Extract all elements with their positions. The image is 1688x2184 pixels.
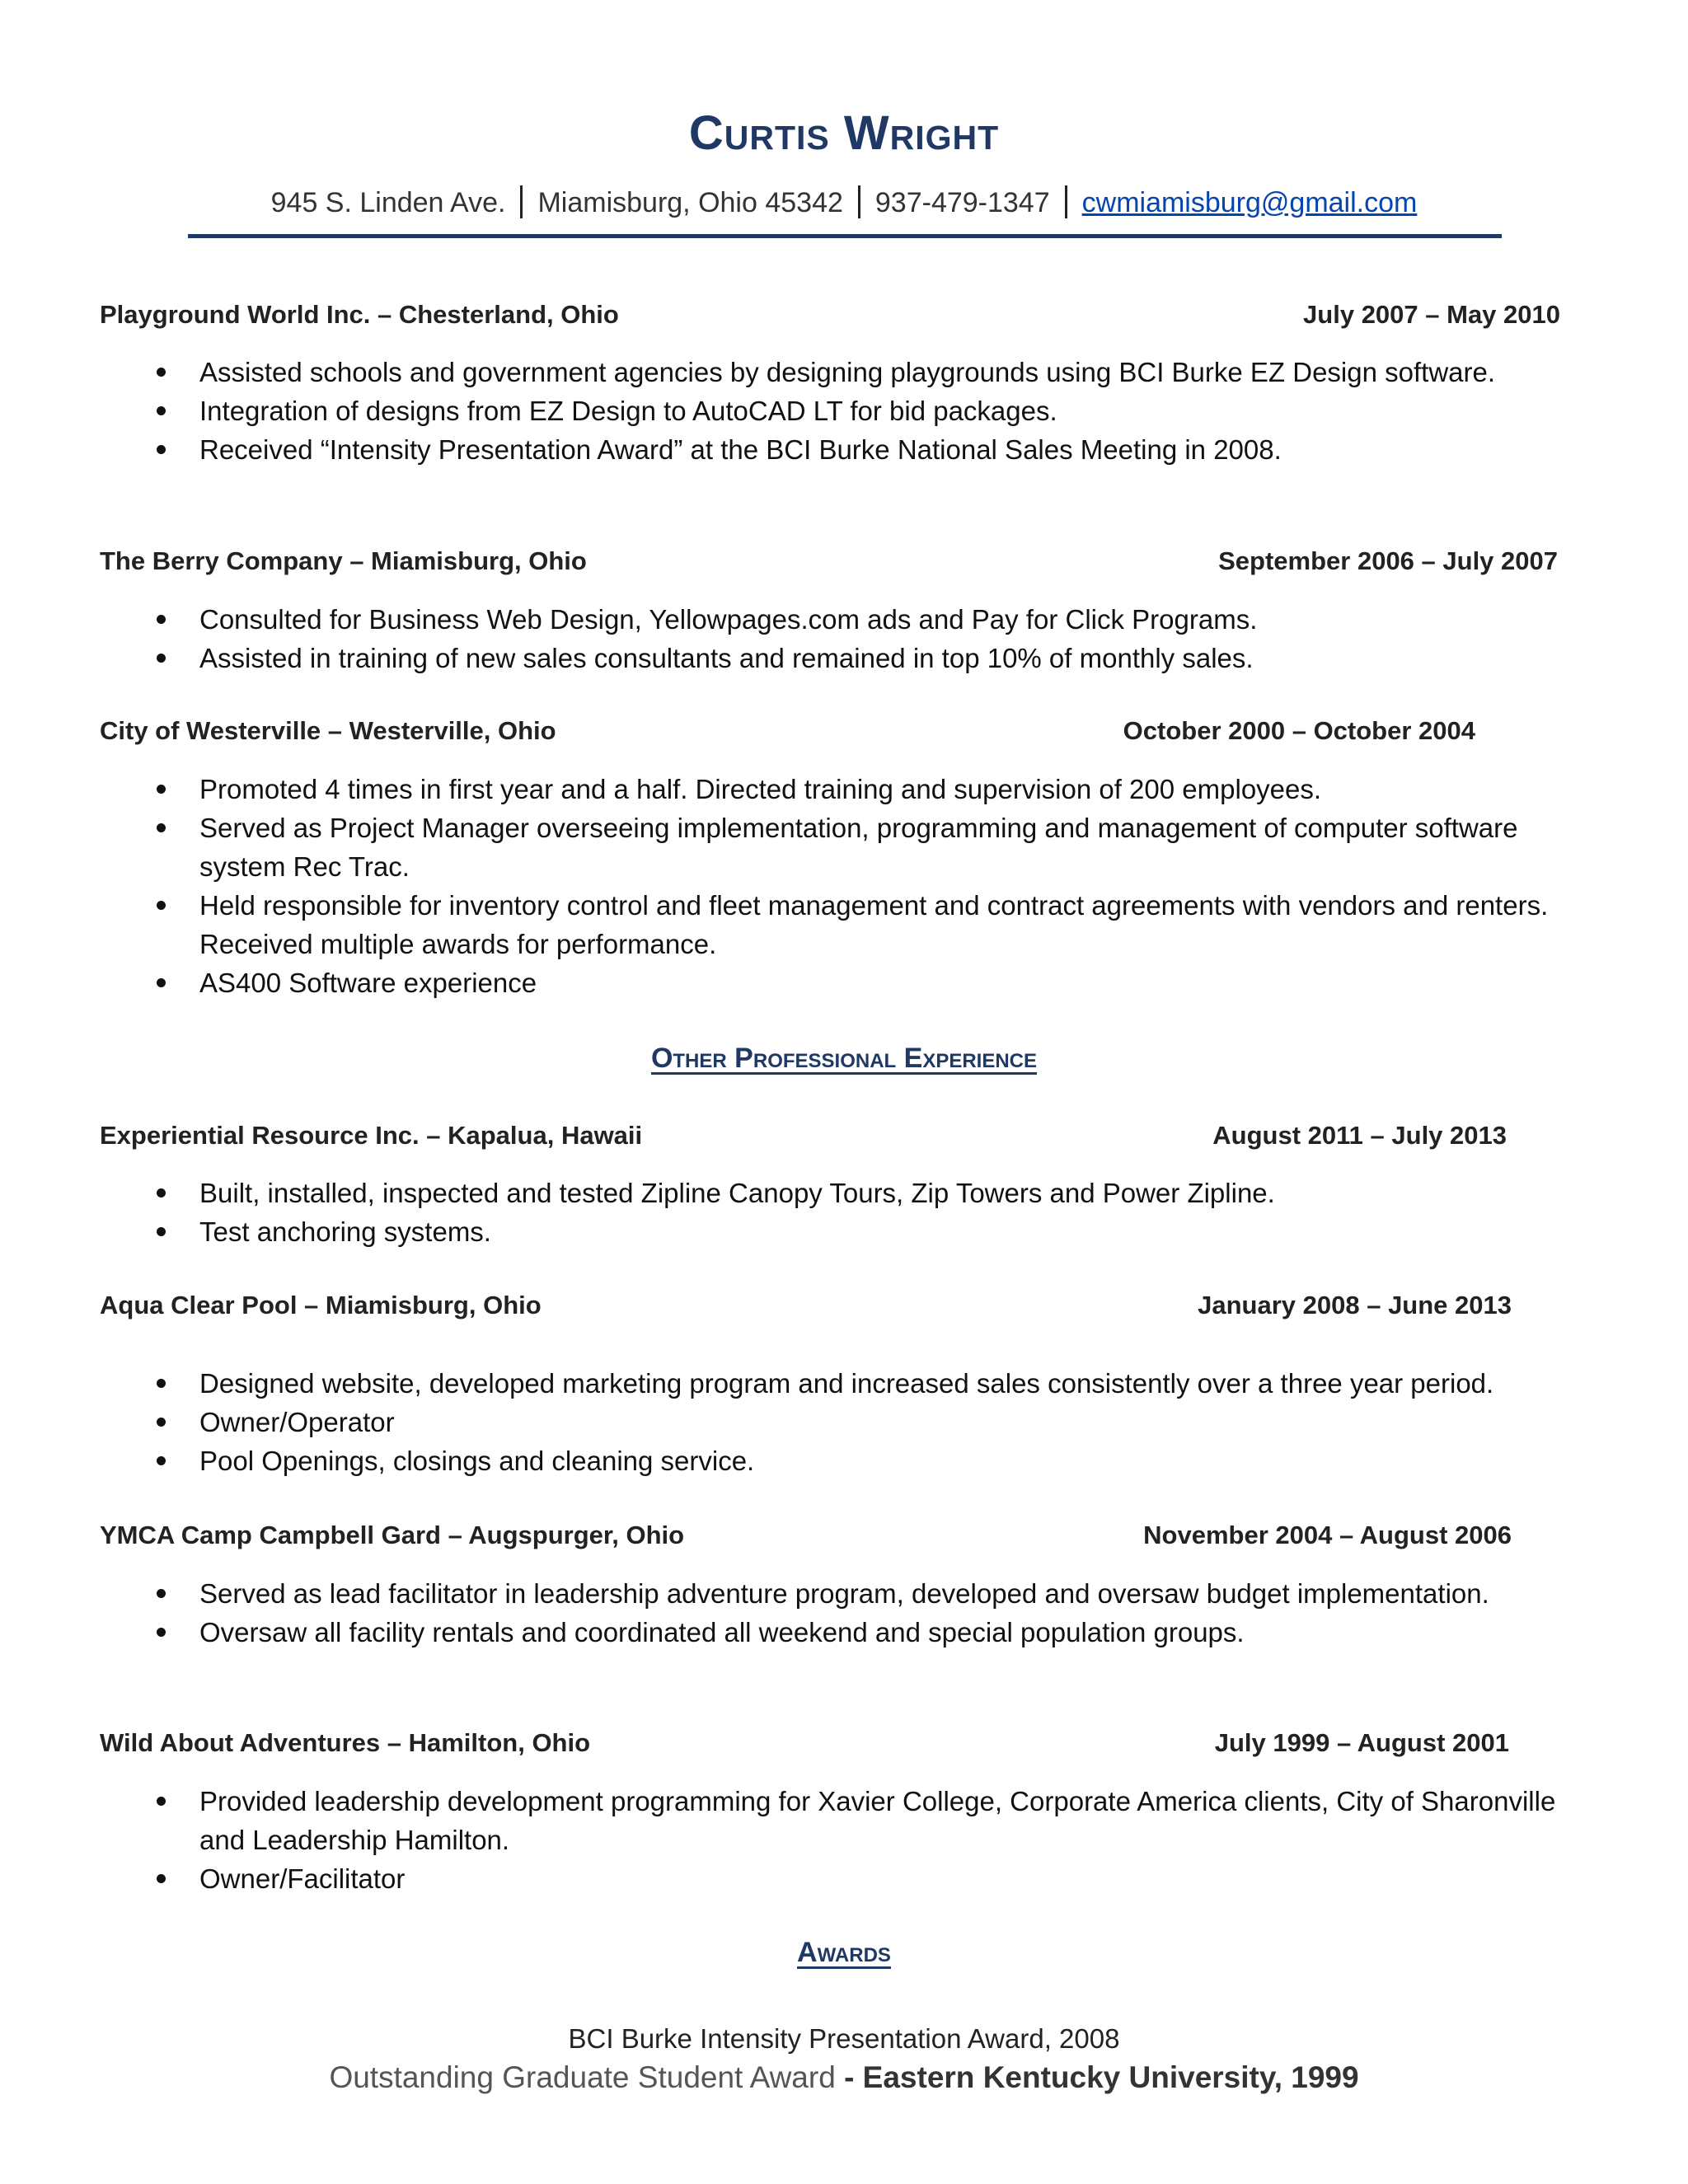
job-dates: September 2006 – July 2007 [1218,546,1558,575]
header-divider [188,234,1502,238]
award-name: Outstanding Graduate Student Award [329,2060,836,2094]
job-dates: November 2004 – August 2006 [1143,1521,1512,1549]
contact-phone: 937-479-1347 [874,187,1050,218]
contact-email-link[interactable]: cwmiamisburg@gmail.com [1081,187,1418,218]
award-institution: - Eastern Kentucky University, 1999 [844,2060,1359,2094]
job-company: Aqua Clear Pool – Miamisburg, Ohio [100,1291,542,1319]
contact-address: 945 S. Linden Ave. [270,187,506,218]
job-bullet-list [148,1782,1599,1898]
job-bullet-list [148,600,1599,677]
job-bullet: Served as lead facilitator in leadership adventure program, developed and oversaw budget implementation. [148,1574,1599,1613]
job-dates: October 2000 – October 2004 [1123,716,1475,745]
job-bullet-list [148,770,1599,1002]
candidate-name: Curtis Wright [688,106,1000,160]
job-bullet: Assisted schools and government agencies by designing playgrounds using BCI Burke EZ Design software. [148,353,1599,391]
job-bullet-list [148,1174,1599,1251]
job-dates: July 2007 – May 2010 [1303,300,1560,329]
job-company: YMCA Camp Campbell Gard – Augspurger, Ohio [100,1521,685,1549]
job-bullet: AS400 Software experience [148,963,1599,1002]
section-title-other-experience: Other Professional Experience [650,1043,1038,1074]
job-bullet: Designed website, developed marketing program and increased sales consistently over a three year period. [148,1364,1599,1403]
contact-separator [858,185,860,218]
job-company: Experiential Resource Inc. – Kapalua, Hawaii [100,1121,643,1150]
job-bullet: Served as Project Manager overseeing implementation, programming and management of computer software system Rec Trac. [148,808,1599,886]
job-dates: August 2011 – July 2013 [1212,1121,1507,1150]
job-bullet-list [148,1364,1599,1480]
job-bullet: Test anchoring systems. [148,1212,1599,1251]
job-bullet: Owner/Operator [148,1403,1599,1441]
contact-separator [520,185,523,218]
job-bullet: Held responsible for inventory control and fleet management and contract agreements with vendors and renters. Received multiple awards for performance. [148,886,1599,963]
job-bullet: Oversaw all facility rentals and coordinated all weekend and special population groups. [148,1613,1599,1652]
job-bullet: Pool Openings, closings and cleaning service. [148,1441,1599,1480]
job-dates: January 2008 – June 2013 [1198,1291,1512,1319]
job-company: The Berry Company – Miamisburg, Ohio [100,546,587,575]
job-company: Wild About Adventures – Hamilton, Ohio [100,1728,591,1757]
contact-city: Miamisburg, Ohio 45342 [537,187,843,218]
section-title-awards: Awards [797,1937,891,1968]
job-company: Playground World Inc. – Chesterland, Ohio [100,300,619,329]
contact-line [0,185,1688,219]
job-bullet: Provided leadership development programming for Xavier College, Corporate America clients, City of Sharonville and Leadership Hamilton. [148,1782,1599,1859]
job-bullet: Promoted 4 times in first year and a half. Directed training and supervision of 200 employees. [148,770,1599,808]
job-bullet-list [148,1574,1599,1652]
job-bullet-list [148,353,1599,469]
award-item [0,2060,1688,2095]
job-bullet: Assisted in training of new sales consultants and remained in top 10% of monthly sales. [148,639,1599,677]
job-bullet: Consulted for Business Web Design, Yellowpages.com ads and Pay for Click Programs. [148,600,1599,639]
job-bullet: Integration of designs from EZ Design to AutoCAD LT for bid packages. [148,391,1599,430]
contact-separator [1065,185,1067,218]
job-bullet: Received “Intensity Presentation Award” at the BCI Burke National Sales Meeting in 2008. [148,430,1599,469]
job-bullet: Built, installed, inspected and tested Zipline Canopy Tours, Zip Towers and Power Zipline. [148,1174,1599,1212]
award-item: BCI Burke Intensity Presentation Award, 2008 [568,2023,1120,2054]
job-dates: July 1999 – August 2001 [1214,1728,1509,1757]
job-bullet: Owner/Facilitator [148,1859,1599,1898]
job-company: City of Westerville – Westerville, Ohio [100,716,556,745]
